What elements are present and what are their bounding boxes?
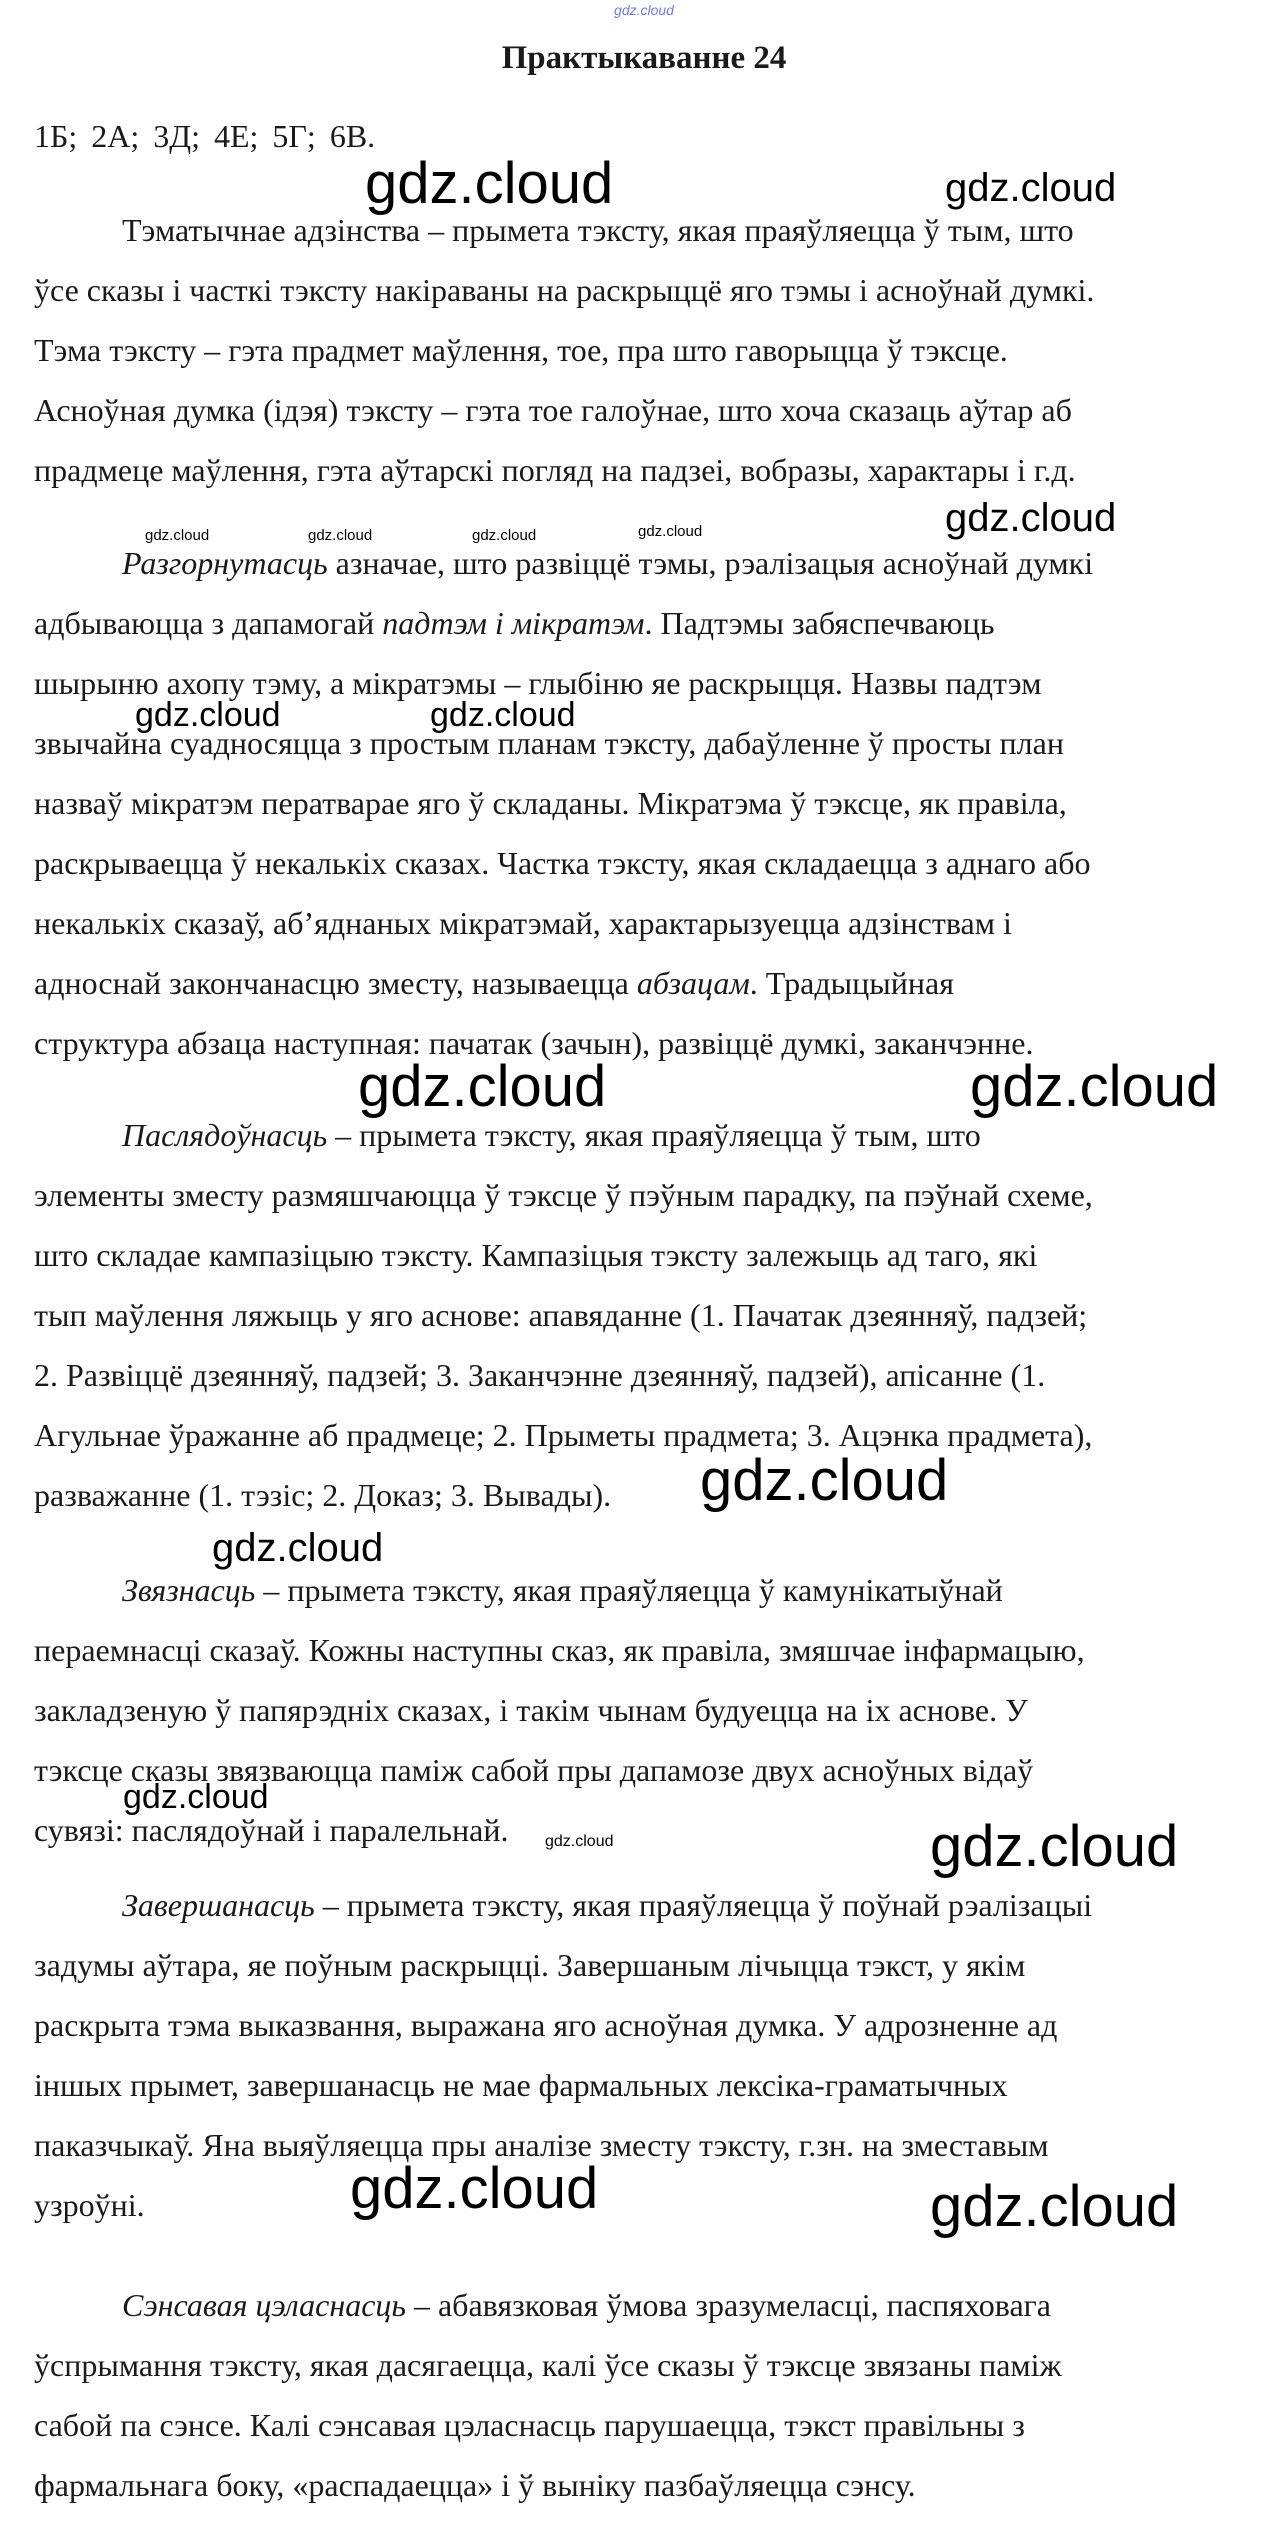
text-line: Агульнае ўражанне аб прадмеце; 2. Прыметы прадмета; 3. Ацэнка прадмета), <box>34 1417 1093 1453</box>
answers-line: 1Б; 2А; 3Д; 4Е; 5Г; 6В. <box>34 118 376 154</box>
term-italic: абзацам <box>636 965 750 1001</box>
paragraph-semantic-integrity <box>34 2275 1256 2515</box>
page-title: Практыкаванне 24 <box>501 40 787 76</box>
watermark: gdz.cloud <box>638 523 703 540</box>
watermark: gdz.cloud <box>365 151 614 216</box>
text-line <box>34 533 1256 593</box>
watermark: gdz.cloud <box>930 1814 1179 1879</box>
text-line: фармальнага боку, «распадаецца» і ў выніку пазбаўляецца сэнсу. <box>34 2467 916 2503</box>
watermark: gdz.cloud <box>123 1778 269 1816</box>
text-line: што складае кампазіцыю тэксту. Кампазіцыя тэксту залежыць ад таго, які <box>34 1237 1038 1273</box>
watermark: gdz.cloud <box>545 1833 614 1850</box>
text-line: звычайна суадносяцца з простым планам тэксту, дабаўленне ў просты план <box>34 725 1064 761</box>
text-line: разважанне (1. тэзіс; 2. Доказ; 3. Вывады). <box>34 1477 612 1513</box>
watermark: gdz.cloud <box>472 527 537 544</box>
text-line: паказчыкаў. Яна выяўляецца пры аналізе зместу тэксту, г.зн. на зместавым <box>34 2127 1049 2163</box>
paragraph-thematic-unity <box>34 200 1256 500</box>
text-line: Паслядоўнасць – прымета тэксту, якая праяўляецца ў тым, што <box>122 1117 981 1153</box>
text-line: раскрываецца ў некалькіх сказах. Частка тэксту, якая складаецца з аднаго або <box>34 845 1091 881</box>
paragraph-sequence <box>34 1105 1256 1525</box>
term-italic: Сэнсавая цэласнасць <box>122 2287 406 2323</box>
text-line: Тэма тэксту – гэта прадмет маўлення, тое, пра што гаворыцца ў тэксце. <box>34 332 1008 368</box>
text-line: раскрыта тэма выказвання, выражана яго асноўная думка. У адрозненне ад <box>34 2007 1058 2043</box>
watermark: gdz.cloud <box>945 166 1117 210</box>
text-line: сувязі: паслядоўнай і паралельнай. <box>34 1812 509 1848</box>
text-fragment: азначае, што развіццё тэмы, рэалізацыя асноўнай думкі <box>327 545 1094 581</box>
text-line: задумы аўтара, яе поўным раскрыцці. Завершаным лічыцца тэкст, у якім <box>34 1947 1026 1983</box>
watermark: gdz.cloud <box>308 527 373 544</box>
watermark: gdz.cloud <box>930 2174 1179 2239</box>
text-line: Сэнсавая цэласнасць – абавязковая ўмова зразумеласці, паспяховага <box>122 2287 1051 2323</box>
text-line: узроўні. <box>34 2187 145 2223</box>
watermark: gdz.cloud <box>135 696 281 734</box>
text-line: структура абзаца наступная: пачатак (зачын), развіццё думкі, заканчэнне. <box>34 1025 1034 1061</box>
text-line: элементы зместу размяшчаюцца ў тэксце ў пэўным парадку, па пэўнай схеме, <box>34 1177 1093 1213</box>
term-italic: Паслядоўнасць <box>122 1117 328 1153</box>
text-line: Звязнасць – прымета тэксту, якая праяўляецца ў камунікатыўнай <box>122 1572 1003 1608</box>
watermark: gdz.cloud <box>430 696 576 734</box>
text-line: адноснай закончанасцю зместу, называецца абзацам. Традыцыйная <box>34 965 954 1001</box>
text-line: пераемнасці сказаў. Кожны наступны сказ, як правіла, змяшчае інфармацыю, <box>34 1632 1085 1668</box>
watermark: gdz.cloud <box>358 1054 607 1119</box>
text-line: прадмеце маўлення, гэта аўтарскі погляд на падзеі, вобразы, характары і г.д. <box>34 452 1076 488</box>
watermark: gdz.cloud <box>700 1448 949 1513</box>
site-mark: gdz.cloud <box>614 2 674 18</box>
text-line: Асноўная думка (ідэя) тэксту – гэта тое галоўнае, што хоча сказаць аўтар аб <box>34 392 1072 428</box>
watermark: gdz.cloud <box>970 1054 1219 1119</box>
text-line: некалькіх сказаў, аб’яднаных мікратэмай, характарызуецца адзінствам і <box>34 905 1012 941</box>
text-line: закладзеную ў папярэдніх сказах, і такім чынам будуецца на іх аснове. У <box>34 1692 1028 1728</box>
text-line: адбываюцца з дапамогай падтэм і мікратэм. Падтэмы забяспечваюць <box>34 605 995 641</box>
term-italic: Завершанасць <box>122 1887 315 1923</box>
term-italic: Разгорнутасць <box>122 545 328 581</box>
text-line: тэксце сказы звязваюцца паміж сабой пры дапамозе двух асноўных відаў <box>34 1752 1034 1788</box>
watermark: gdz.cloud <box>145 527 210 544</box>
text-line: Тэматычнае адзінства – прымета тэксту, якая праяўляецца ў тым, што <box>122 212 1074 248</box>
term-italic: Звязнасць <box>122 1572 256 1608</box>
text-line: Завершанасць – прымета тэксту, якая праяўляецца ў поўнай рэалізацыі <box>122 1887 1093 1923</box>
paragraph-development <box>34 533 1256 1073</box>
watermark: gdz.cloud <box>945 496 1117 540</box>
text-line: сабой па сэнсе. Калі сэнсавая цэласнасць парушаецца, тэкст правільны з <box>34 2407 1025 2443</box>
text-line: іншых прымет, завершанасць не мае фармальных лексіка-граматычных <box>34 2067 1008 2103</box>
text-line: ўсе сказы і часткі тэксту накіраваны на раскрыццё яго тэмы і асноўнай думкі. <box>34 272 1095 308</box>
text-line: 2. Развіццё дзеянняў, падзей; 3. Заканчэнне дзеянняў, падзей), апісанне (1. <box>34 1357 1046 1393</box>
text-line: ўспрымання тэксту, якая дасягаецца, калі ўсе сказы ў тэксце звязаны паміж <box>34 2347 1062 2383</box>
term-italic: падтэм і мікратэм <box>382 605 645 641</box>
watermark: gdz.cloud <box>350 2156 599 2221</box>
text-line: назваў мікратэм ператварае яго ў складаны. Мікратэма ў тэксце, як правіла, <box>34 785 1067 821</box>
text-line: тып маўлення ляжыць у яго аснове: апавяданне (1. Пачатак дзеянняў, падзей; <box>34 1297 1088 1333</box>
watermark: gdz.cloud <box>212 1526 384 1570</box>
text-line: шырыню ахопу тэму, а мікратэмы – глыбіню яе раскрыцця. Назвы падтэм <box>34 665 1042 701</box>
